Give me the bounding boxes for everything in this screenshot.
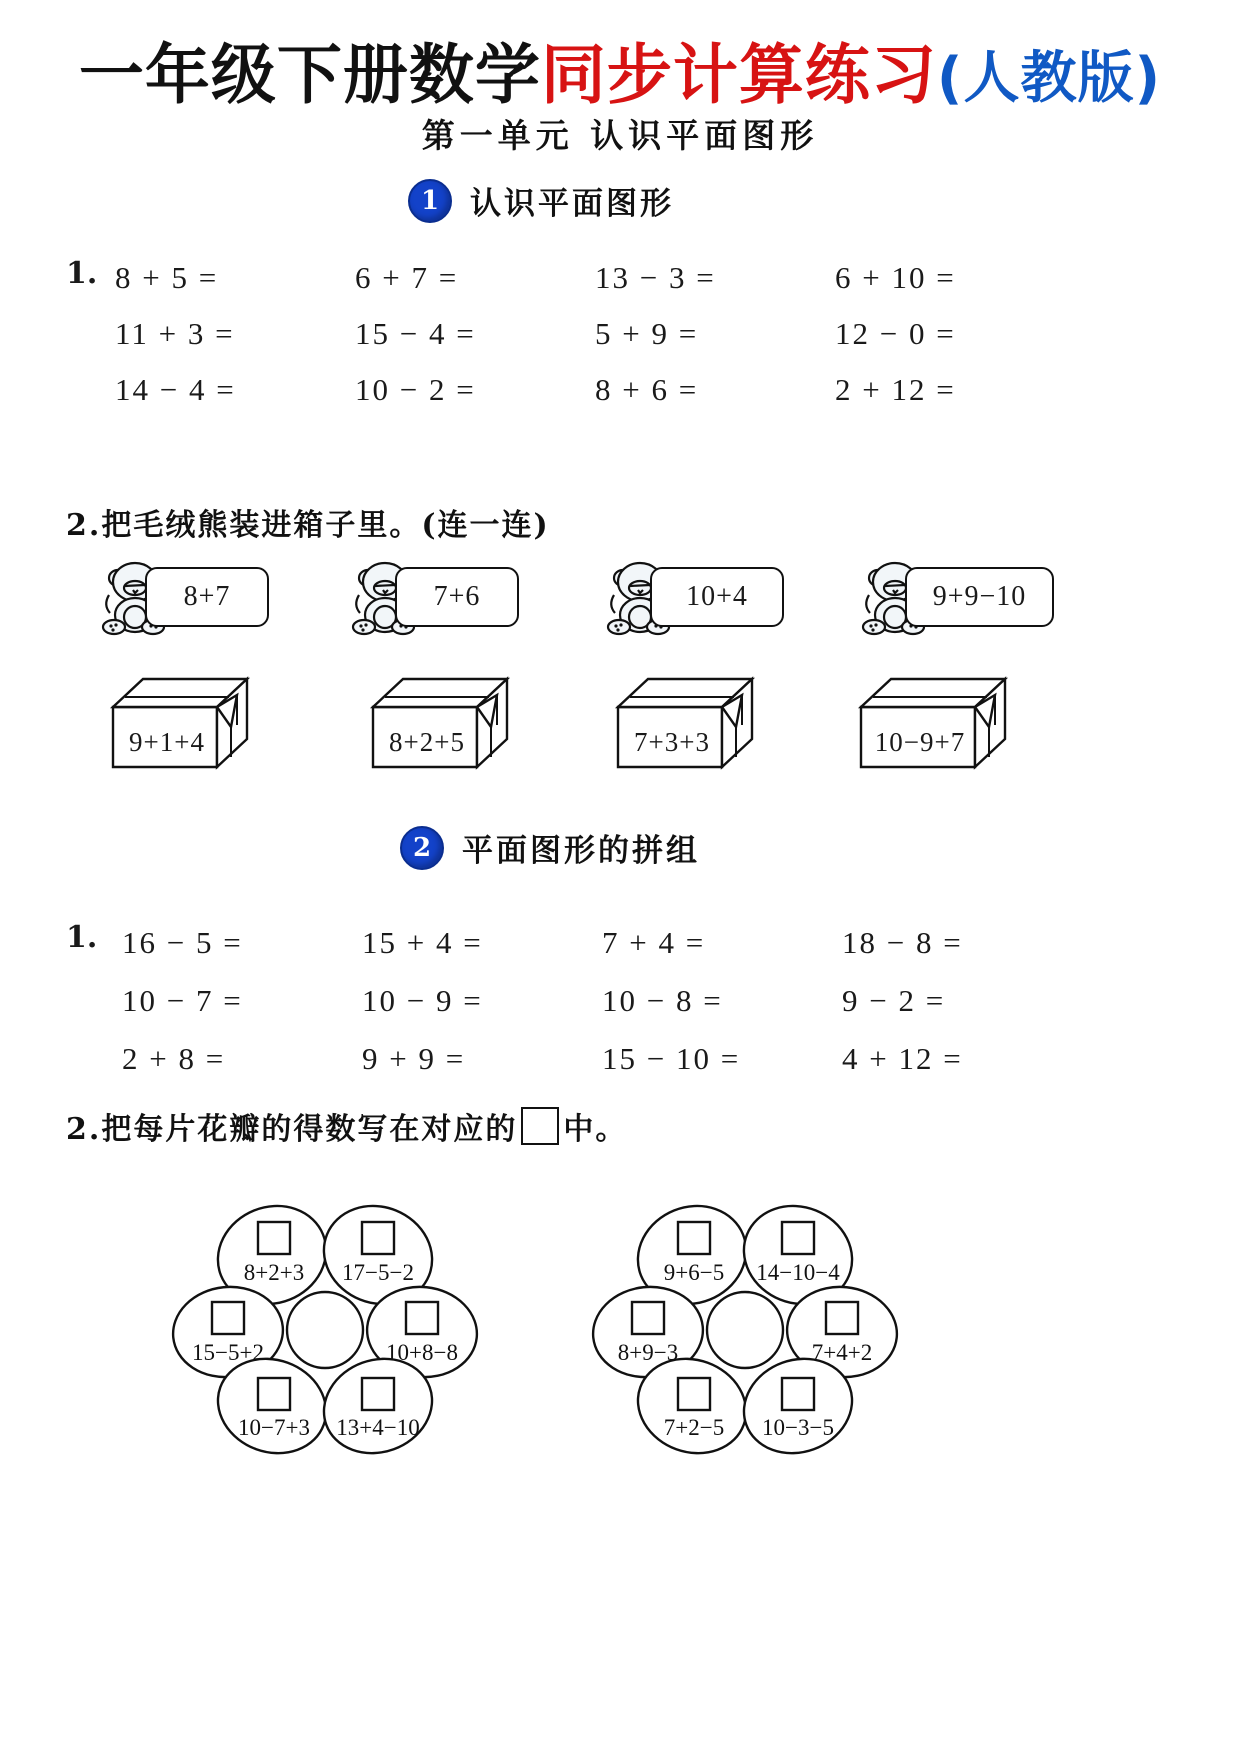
bear-card-expression-box[interactable] — [395, 567, 519, 627]
s1-ex2-prompt — [66, 500, 550, 544]
equation-text: 6 + 10 = — [835, 260, 956, 295]
bear-card-2[interactable] — [345, 555, 545, 635]
equation-cell — [842, 925, 1082, 961]
equation-text: 2 + 8 = — [122, 1041, 226, 1076]
flower-center — [287, 1292, 363, 1368]
box-icon — [855, 665, 1025, 775]
petal-expression: 7+4+2 — [811, 1340, 873, 1365]
petal-expression: 8+9−3 — [617, 1340, 679, 1365]
bear-expression: 7+6 — [433, 581, 481, 612]
equation-text: 10 − 2 = — [355, 372, 476, 407]
equation-text: 15 − 10 = — [602, 1041, 741, 1076]
title-part-blue: (人教版) — [936, 46, 1162, 111]
equation-row — [115, 250, 1075, 306]
bear-card-expression-box[interactable] — [905, 567, 1054, 627]
equation-cell — [362, 983, 602, 1019]
equation-cell — [115, 260, 355, 296]
cardboard-box-1[interactable] — [105, 665, 265, 775]
equation-row — [122, 1030, 1082, 1088]
petal-expression: 9+6−5 — [663, 1260, 725, 1285]
box-icon — [105, 665, 265, 775]
bear-expression: 8+7 — [183, 581, 231, 612]
section-header-2 — [400, 825, 700, 870]
s2-ex1-grid — [122, 914, 1082, 1088]
equation-text: 2 + 12 = — [835, 372, 956, 407]
box-expression: 9+1+4 — [129, 727, 205, 757]
left-flower[interactable] — [170, 1180, 480, 1460]
equation-text: 14 − 4 = — [115, 372, 236, 407]
box-expression: 7+3+3 — [634, 727, 710, 757]
equation-cell — [115, 316, 355, 352]
s1-ex2-number: 2. — [66, 508, 102, 543]
equation-cell — [355, 316, 595, 352]
equation-cell — [602, 983, 842, 1019]
equation-text: 8 + 5 = — [115, 260, 219, 295]
petal-expression: 10−7+3 — [238, 1415, 310, 1440]
section-title-2: 平面图形的拼组 — [462, 833, 700, 869]
unit-subtitle: 第一单元 认识平面图形 — [421, 116, 819, 155]
equation-cell — [595, 372, 835, 408]
bear-expression: 9+9−10 — [932, 581, 1027, 612]
equation-cell — [355, 260, 595, 296]
equation-cell — [602, 925, 842, 961]
section-title-1: 认识平面图形 — [470, 186, 674, 222]
bear-card-4[interactable] — [855, 555, 1055, 635]
petal-expression: 7+2−5 — [663, 1415, 725, 1440]
equation-text: 10 − 7 = — [122, 983, 243, 1018]
equation-cell — [835, 316, 1075, 352]
equation-cell — [362, 925, 602, 961]
s2-ex2-prompt-after: 中。 — [563, 1112, 628, 1147]
box-icon — [365, 665, 525, 775]
petal-expression: 10−3−5 — [762, 1415, 834, 1440]
bear-card-3[interactable] — [600, 555, 800, 635]
section-badge-1: 1 — [408, 179, 452, 223]
equation-cell — [835, 372, 1075, 408]
equation-row — [115, 362, 1075, 418]
equation-text: 6 + 7 = — [355, 260, 459, 295]
equation-text: 8 + 6 = — [595, 372, 699, 407]
box-icon — [610, 665, 770, 775]
equation-cell — [355, 372, 595, 408]
answer-box-icon — [521, 1107, 559, 1145]
flower-center — [707, 1292, 783, 1368]
bear-expression: 10+4 — [686, 581, 748, 612]
cardboard-box-4[interactable] — [855, 665, 1025, 775]
s2-ex2-prompt-before: 把每片花瓣的得数写在对应的 — [101, 1112, 518, 1147]
equation-text: 13 − 3 = — [595, 260, 716, 295]
equation-cell — [362, 1041, 602, 1077]
equation-text: 15 + 4 = — [362, 925, 483, 960]
equation-text: 18 − 8 = — [842, 925, 963, 960]
petal-expression: 8+2+3 — [243, 1260, 305, 1285]
box-expression: 10−9+7 — [874, 727, 966, 757]
title-part-black: 一年级下册数学 — [78, 38, 541, 113]
bear-card-expression-box[interactable] — [145, 567, 269, 627]
equation-cell — [122, 925, 362, 961]
petal-expression: 17−5−2 — [342, 1260, 414, 1285]
equation-row — [122, 972, 1082, 1030]
equation-cell — [115, 372, 355, 408]
page-title — [0, 22, 1240, 116]
flower-diagram — [590, 1180, 900, 1460]
petal-expression: 14−10−4 — [756, 1260, 840, 1285]
equation-cell — [842, 983, 1082, 1019]
equation-text: 12 − 0 = — [835, 316, 956, 351]
equation-text: 10 − 8 = — [602, 983, 723, 1018]
petal-expression: 15−5+2 — [192, 1340, 264, 1365]
equation-row — [122, 914, 1082, 972]
cardboard-box-3[interactable] — [610, 665, 770, 775]
equation-cell — [602, 1041, 842, 1077]
equation-text: 4 + 12 = — [842, 1041, 963, 1076]
equation-text: 7 + 4 = — [602, 925, 706, 960]
equation-text: 10 − 9 = — [362, 983, 483, 1018]
equation-cell — [122, 983, 362, 1019]
equation-text: 5 + 9 = — [595, 316, 699, 351]
petal-expression: 10+8−8 — [386, 1340, 458, 1365]
equation-cell — [835, 260, 1075, 296]
equation-row — [115, 306, 1075, 362]
equation-cell — [595, 316, 835, 352]
equation-cell — [122, 1041, 362, 1077]
s2-ex1-number: 1. — [66, 920, 98, 955]
equation-text: 11 + 3 = — [115, 316, 235, 351]
s1-ex1-number: 1. — [66, 256, 98, 291]
petal-expression: 13+4−10 — [336, 1415, 420, 1440]
equation-text: 9 − 2 = — [842, 983, 946, 1018]
s1-ex1-grid — [115, 250, 1075, 418]
equation-cell — [842, 1041, 1082, 1077]
equation-text: 9 + 9 = — [362, 1041, 466, 1076]
box-expression: 8+2+5 — [389, 727, 465, 757]
title-part-red: 同步计算练习 — [540, 38, 937, 113]
s2-ex2-prompt — [66, 1104, 627, 1148]
section-badge-2: 2 — [400, 826, 444, 870]
equation-text: 15 − 4 = — [355, 316, 476, 351]
section-header-1 — [408, 178, 674, 223]
flower-diagram — [170, 1180, 480, 1460]
bear-card-1[interactable] — [95, 555, 295, 635]
equation-text: 16 − 5 = — [122, 925, 243, 960]
equation-cell — [595, 260, 835, 296]
s1-ex2-prompt-text: 把毛绒熊装进箱子里。(连一连) — [101, 508, 550, 543]
cardboard-box-2[interactable] — [365, 665, 525, 775]
right-flower[interactable] — [590, 1180, 900, 1460]
bear-card-expression-box[interactable] — [650, 567, 784, 627]
s2-ex2-number: 2. — [66, 1112, 102, 1147]
